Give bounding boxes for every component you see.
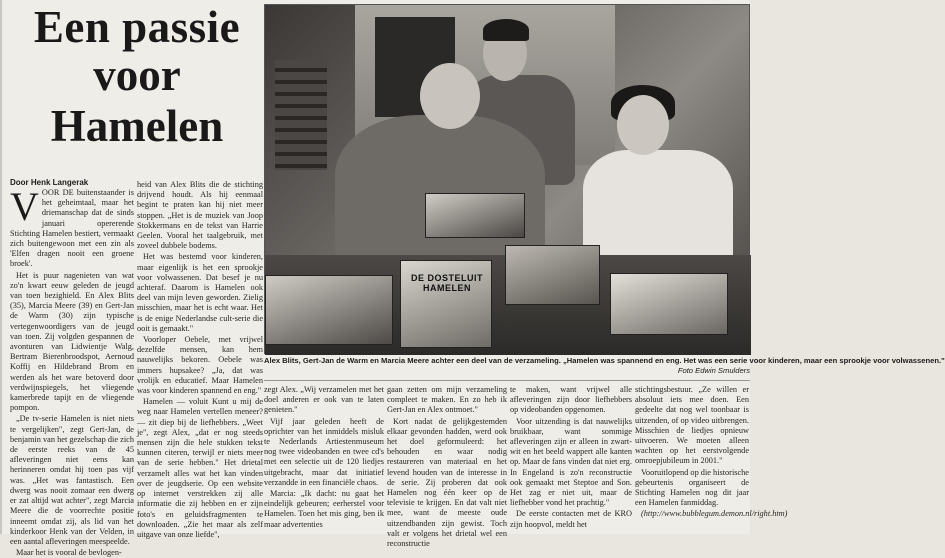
article-column-6 xyxy=(635,385,788,530)
article-column-2 xyxy=(137,180,263,539)
article-headline xyxy=(8,4,266,154)
photo-person-hair xyxy=(483,19,529,41)
article-column-5 xyxy=(510,385,632,530)
paragraph: zegt Alex. „Wij verzamelen met het doel anderen er ook van te laten genieten." xyxy=(264,385,384,415)
caption-text: Alex Blits, Gert-Jan de Warm en Marcia Meere achter een deel van de verzameling. „Hamelen was spannend en eng. Het was een serie voor kinderen, maar een sprookje voor volwassenen." xyxy=(264,356,945,365)
photo-credit: Foto Edwin Smulders xyxy=(677,365,750,375)
paragraph: Marcia: „Ik dacht: nu gaat het eindelijk gebeuren; eerherstel voor Hamelen. Toen het mis ging, ben ik maar advertenties xyxy=(264,489,384,529)
paragraph: Het is puur nagenieten van wat zo'n kwart eeuw geleden de jeugd van toen bezighield. En Alex Blits (35), Marcia Meere (39) en Gert-Jan de Warm (30) zijn typische vertegenwoordigers van de jeugd van toen. Zij volgden gespannen de avonturen van Lidwientje Walg, Bertram Bierenbroodspot, Aernoud Koffij en Hildebrand Brom en werden als het ware betoverd door verdwijnspiegels, het vliegende kamerbrede tapijt en de vliegende pompon. xyxy=(10,270,134,413)
photo-record-shelf xyxy=(275,60,327,170)
paragraph: Voorloper Oebele, met vrijwel dezelfde mensen, kan hem nauwelijks bekoren. Oebele was immers hupsakee? „Ja, dat was vrolijk en educatief. Maar Hamelen was voor kinderen spannend en eng." xyxy=(137,335,263,396)
paragraph: te maken, want vrijwel alle afleveringen zijn door liefhebbers op videobanden opgenomen. xyxy=(510,385,632,415)
caption-divider xyxy=(264,380,750,381)
paragraph: „De tv-serie Hamelen is niet niets te vergelijken", zegt Gert-Jan, de benjamin van het gezelschap die zich de eerste reeks van de 45 afleveringen niet eens kan herinneren omdat hij toen pas vijf was. „Het was fantastisch. Een dwerg was nooit zomaar een dwerg er zat altijd wat achter", zegt Marcia Meere die de voorrechte positie inneemt omdat zij, als lid van het kinderkoor Henk van der Velden, in een aantal afleveringen meespeelde. xyxy=(10,414,134,546)
photo-caption xyxy=(264,356,945,375)
article-column-4 xyxy=(387,385,507,549)
paragraph: Vooruitlopend op die historische gebeurtenis organiseert de Stichting Hamelen nog dit jaar een Hamelen fanmiddag. xyxy=(635,467,749,508)
photo-album-title: DE DOSTELUIT HAMELEN xyxy=(410,273,483,293)
byline: Door Henk Langerak xyxy=(10,178,89,187)
paragraph: Vijf jaar geleden heeft de oprichter van het inmiddels misluk te Nederlands Artiestenmuseum nog twee videobanden en twee cd's met een selectie uit de 120 liedjes uitgebracht, maar dat initiatief verzandde in een financiële chaos. xyxy=(264,416,384,487)
headline-line-2: voor xyxy=(93,50,181,100)
photo-album-cover xyxy=(425,193,525,238)
photo-person-head xyxy=(617,95,669,155)
article-photo xyxy=(264,4,750,354)
paragraph: Het was bestemd voor kinderen, maar eigenlijk is het een sprookje voor volwassenen. Dat besef je nu achteraf. Daarom is Hamelen ook deel van mijn leven geworden. Zielig misschien, maar het is echt waar. Het is de enige Nederlandse cult-serie die ooit is gemaakt." xyxy=(137,252,263,333)
headline-line-1: Een passie xyxy=(33,2,241,52)
paragraph: Kort nadat de gelijkgestemden elkaar gevonden hadden, werd ook het doel geformuleerd: het behouden en waar nodig restaureren van materiaal en het levend houden van de interesse in de serie. Zij proberen dat ook Hamelen nog één keer op de televisie te krijgen. En dat valt niet mee, want de meeste oude uitzendbanden zijn gewist. Toch valt er volgens het drietal wel een reconstructie xyxy=(387,416,507,549)
drop-cap: V xyxy=(10,184,39,229)
photo-person-head xyxy=(420,63,480,129)
paragraph: Hamelen — voluit Kunt u mij de weg naar Hamelen vertellen meneer? — zit diep bij de liefhebbers. „Weet je", zegt Alex, „dat er nog steeds mensen zijn die hele stukken tekst kunnen citeren, terwijl er niets meer van de serie hebben." Het drietal verzamelt alles wat het kan vinden over de jeugdserie. Op een website op internet verstrekken zij alle informatie die zij hebben en er zijn foto's en geluidsfragmenten te downloaden. „Zie het maar als zelf uitgave van onze liefde", xyxy=(137,397,263,539)
article-column-1 xyxy=(10,184,134,558)
photo-album-cover xyxy=(610,273,728,335)
photo-album-cover xyxy=(265,275,393,345)
paragraph: heid van Alex Blits die de stichting drijvend houdt. Als hij eenmaal begint te praten kan hij niet meer stoppen. „Het is de muziek van Joop Stokkermans en de tekst van Harrie Geelen. Vooral het taalgebruik, met zoveel dubbele bodems. xyxy=(137,180,263,251)
paragraph: stichtingsbestuur. „Ze willen er absoluut iets mee doen. Een gedeelte dat nog wel toonbaar is uitzenden, of op video uitbrengen. Misschien de liedjes opnieuw uitvoeren. We moeten alleen wachten op het eerstvolgende omroepjubileum in 2001." xyxy=(635,385,749,466)
paragraph: Voor uitzending is dat nauwelijks bruikbaar, want sommige afleveringen zijn er alleen in zwart-wit en het beeld wappert alle kanten op. Maar de fans vinden dat niet erg. In Engeland is zo'n reconstructie ook gemaakt met Steptoe and Son. Het zag er niet uit, maar de liefhebber vond het prachtig." xyxy=(510,416,632,508)
photo-album-cover xyxy=(505,245,600,305)
paragraph: gaan zetten om mijn verzameling compleet te maken. En zo heb ik Gert-Jan en Alex ontmoet." xyxy=(387,385,507,415)
paragraph: OOR DE buitenstaander is het geheimtaal, maar het driemanschap dat de sinds januari opererende Stichting Hamelen bestiert, vermaakt zich buitengewoon met een zin als 'Elfen dragen nooit een groene broek'. xyxy=(10,188,134,269)
headline-line-3: Hamelen xyxy=(50,101,224,151)
paragraph: Maar het is vooral de bevlogen- xyxy=(16,548,122,558)
paragraph: De eerste contacten met de KRO zijn hoopvol, meldt het xyxy=(510,509,632,529)
website-url: (http://www.bubblegum.demon.nl/right.htm) xyxy=(641,509,788,519)
article-column-3 xyxy=(264,385,384,530)
photo-person-body xyxy=(335,115,545,265)
